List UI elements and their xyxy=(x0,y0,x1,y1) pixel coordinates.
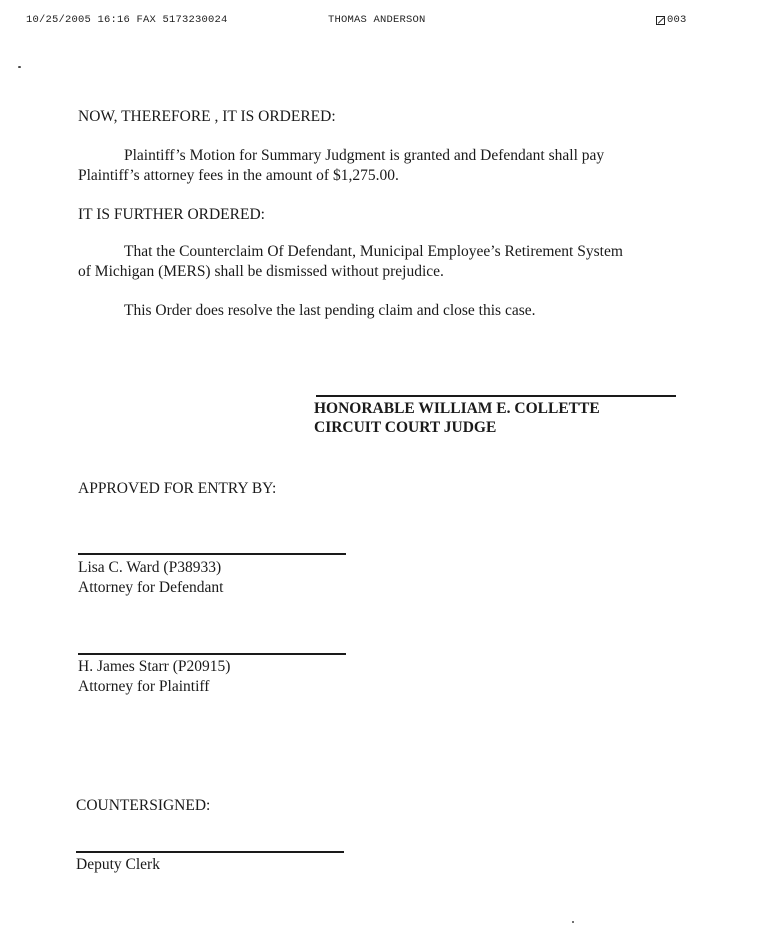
fax-page-number: 003 xyxy=(667,14,687,26)
order-heading: NOW, THEREFORE , IT IS ORDERED: xyxy=(78,108,336,125)
judge-title: CIRCUIT COURT JUDGE xyxy=(314,419,497,436)
defendant-attorney-name: Lisa C. Ward (P38933) xyxy=(78,559,222,576)
judge-signature-line xyxy=(316,395,676,397)
defendant-attorney-signature-line xyxy=(78,553,346,555)
deputy-clerk-label: Deputy Clerk xyxy=(76,856,160,873)
fax-header xyxy=(0,14,764,30)
order-paragraph-2-line-1: That the Counterclaim Of Defendant, Municipal Employee’s Retirement System xyxy=(124,243,623,260)
order-paragraph-2-line-2: of Michigan (MERS) shall be dismissed without prejudice. xyxy=(78,263,444,280)
plaintiff-attorney-name: H. James Starr (P20915) xyxy=(78,658,231,675)
order-paragraph-1-line-2: Plaintiff’s attorney fees in the amount of $1,275.00. xyxy=(78,167,399,184)
further-order-heading: IT IS FURTHER ORDERED: xyxy=(78,206,265,223)
deputy-clerk-signature-line xyxy=(76,851,344,853)
countersigned-heading: COUNTERSIGNED: xyxy=(76,797,211,814)
plaintiff-attorney-role: Attorney for Plaintiff xyxy=(78,678,210,695)
fax-sender: THOMAS ANDERSON xyxy=(328,14,426,26)
scan-speck xyxy=(572,921,574,923)
order-paragraph-3: This Order does resolve the last pending claim and close this case. xyxy=(124,302,536,319)
order-paragraph-1-line-1: Plaintiff’s Motion for Summary Judgment is granted and Defendant shall pay xyxy=(124,147,605,164)
scan-speck xyxy=(18,66,21,68)
judge-name: HONORABLE WILLIAM E. COLLETTE xyxy=(314,400,600,417)
checkbox-page-icon xyxy=(656,16,665,25)
approval-heading: APPROVED FOR ENTRY BY: xyxy=(78,480,277,497)
defendant-attorney-role: Attorney for Defendant xyxy=(78,579,224,596)
fax-page-indicator xyxy=(656,14,687,26)
plaintiff-attorney-signature-line xyxy=(78,653,346,655)
fax-datetime-number: 10/25/2005 16:16 FAX 5173230024 xyxy=(26,14,228,26)
